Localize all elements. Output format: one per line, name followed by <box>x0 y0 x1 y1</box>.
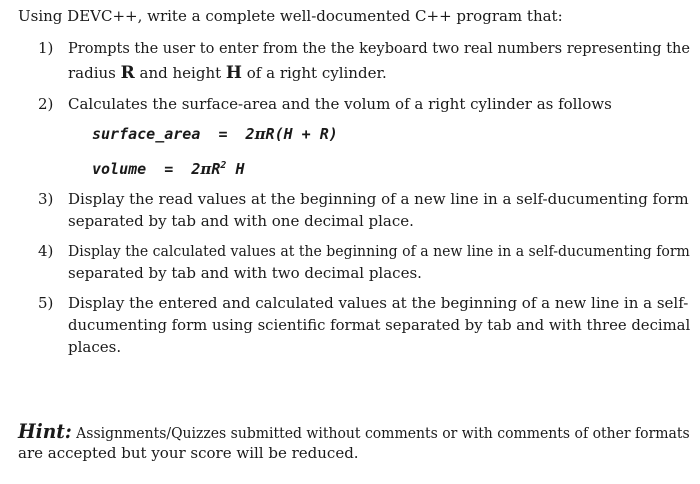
item-5-line-2: ducumenting form using scientific format separated by tab and with three decimal <box>68 316 691 334</box>
item-1-line-1: Prompts the user to enter from the the keyboard two real numbers representing the <box>68 39 690 57</box>
intro-text: Using DEVC++, write a complete well-documented C++ program that: <box>18 7 563 25</box>
height-symbol: H <box>225 63 242 83</box>
item-5-line-3: places. <box>68 338 122 356</box>
item-4-line-1: Display the calculated values at the beginning of a new line in a self-ducumenting form <box>68 242 690 260</box>
volume-formula: volume = $2\pi R^2$ H <box>92 160 245 178</box>
item-5-line-1: Display the entered and calculated values at the beginning of a new line in a self- <box>68 294 689 312</box>
item-4-line-2: separated by tab and with two decimal places. <box>68 264 422 282</box>
hint-label: Hint: <box>18 419 72 443</box>
radius-symbol: R <box>120 63 135 83</box>
item-2-number: 2) <box>38 95 54 113</box>
hint-line-1: Hint: Assignments/Quizzes submitted without comments or with comments of other formats <box>18 419 690 443</box>
item-5-number: 5) <box>38 294 54 312</box>
item-3-line-2: separated by tab and with one decimal place. <box>68 212 414 230</box>
item-3-number: 3) <box>38 190 54 208</box>
item-3-line-1: Display the read values at the beginning of a new line in a self-ducumenting form <box>68 190 689 208</box>
hint-line-2: are accepted but your score will be reduced. <box>18 444 359 462</box>
item-1-number: 1) <box>38 39 54 57</box>
item-1-line-2: radius R and height H of a right cylinder. <box>68 63 387 83</box>
surface-area-formula: surface_area = 2πR(H + R) <box>92 125 338 143</box>
item-2-line-1: Calculates the surface-area and the volum of a right cylinder as follows <box>68 95 612 113</box>
item-4-number: 4) <box>38 242 54 260</box>
